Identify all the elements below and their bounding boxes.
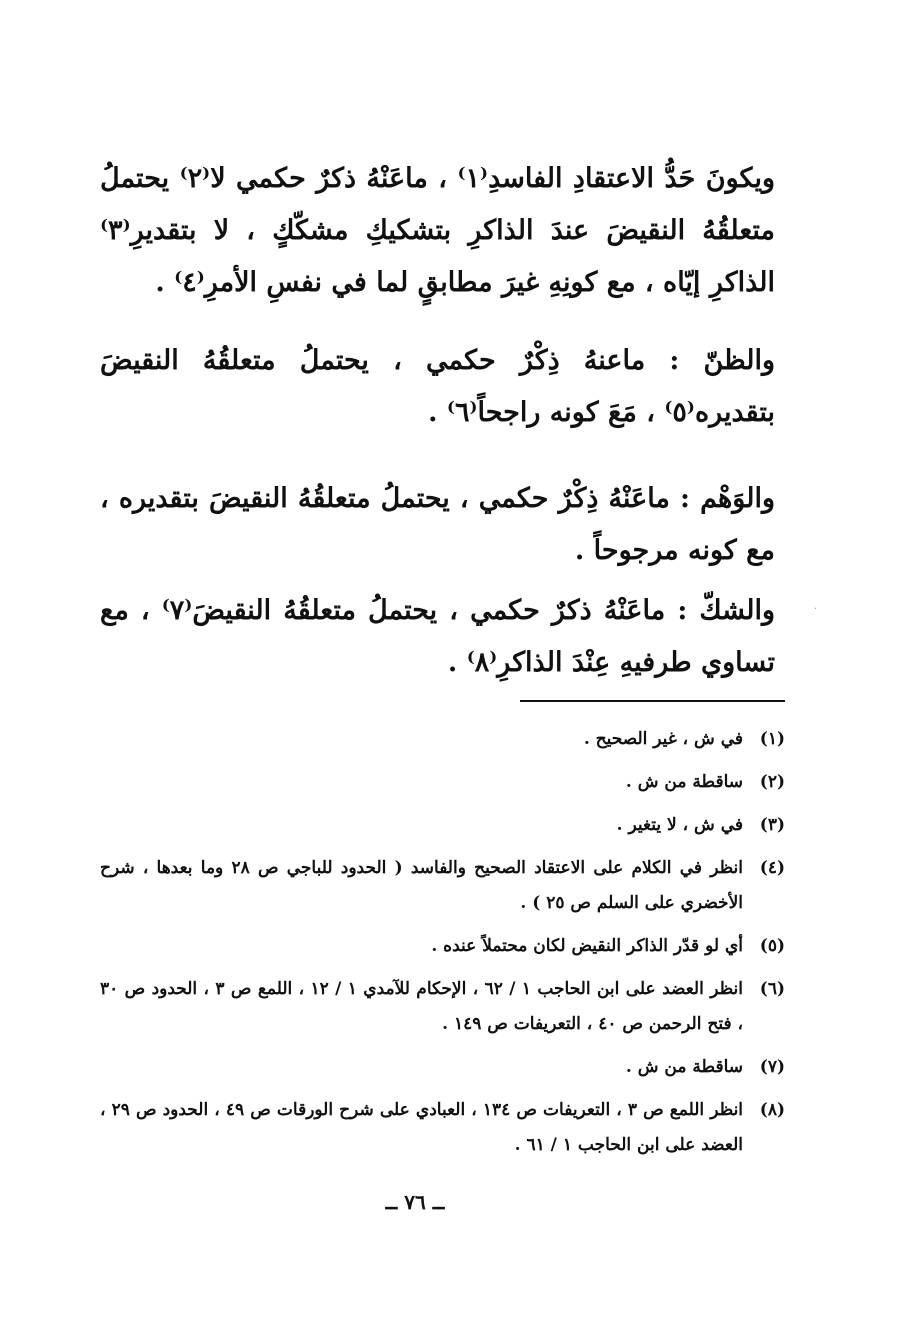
paragraph-false-belief: ويكونَ حَدُّ الاعتقادِ الفاسدِ⁽١⁾ ، ماعَنْهُ ذكرٌ حكمي لا⁽٢⁾ يحتملُ متعلقُهُ النقيضَ عندَ الذاكرِ بتشكيكِ مشكّكٍ ، لا بتقديرِ⁽٣⁾ الذاكرِ إيّاه ، مع كونِهِ غيرَ مطابقٍ لما في نفسِ الأمرِ⁽٤⁾ . — [100, 163, 775, 298]
footnote-text: أي لو قدّر الذاكر النقيض لكان محتملاً عنده . — [431, 936, 743, 956]
footnote-number: (٦) — [759, 979, 785, 999]
footnote-2 — [100, 765, 785, 800]
footnote-7 — [100, 1050, 785, 1085]
paragraph-conjecture: والظنّ : ماعنهُ ذِكْرٌ حكمي ، يحتملُ متعلقُهُ النقيضَ بتقديره⁽٥⁾ ، مَعَ كونه راجحاً⁽٦⁾ . — [100, 345, 775, 428]
footnote-number: (٥) — [759, 936, 785, 956]
footnote-text: في ش ، لا يتغير . — [616, 815, 743, 835]
footnote-number: (١) — [759, 729, 785, 749]
footnote-1 — [100, 722, 785, 757]
paragraph-doubt: والشكّ : ماعَنْهُ ذكرٌ حكمي ، يحتملُ متعلقُهُ النقيضَ⁽٧⁾ ، مع تساوي طرفيهِ عِنْدَ الذاكرِ⁽٨⁾ . — [100, 595, 775, 678]
footnote-number: (٨) — [759, 1100, 785, 1120]
footnote-text: انظر في الكلام على الاعتقاد الصحيح والفاسد ( الحدود للباجي ص ٢٨ وما بعدها ، شرح الأخضري على السلم ص ٢٥ ) . — [100, 858, 743, 913]
footnote-text: انظر اللمع ص ٣ ، التعريفات ص ١٣٤ ، العبادي على شرح الورقات ص ٤٩ ، الحدود ص ٢٩ ، العضد على ابن الحاجب ١ / ٦١ . — [100, 1100, 744, 1155]
footnote-text: ساقطة من ش . — [625, 772, 743, 792]
paragraph-illusion: والوَهْم : ماعَنْهُ ذِكْرٌ حكمي ، يحتملُ متعلقُهُ النقيضَ بتقديره ، مع كونه مرجوحاً . — [100, 483, 775, 566]
footnote-number: (٢) — [759, 772, 785, 792]
footnote-text: ساقطة من ش . — [625, 1057, 743, 1077]
footnote-number: (٤) — [759, 858, 785, 878]
footnote-8 — [100, 1093, 785, 1163]
footnote-5 — [100, 929, 785, 964]
footnote-4 — [100, 851, 785, 921]
page-number: ــ ٧٦ ــ — [385, 1190, 445, 1214]
footnote-separator — [520, 700, 785, 702]
scan-speck: · — [814, 604, 818, 615]
footnote-3 — [100, 808, 785, 843]
footnotes-list — [100, 722, 785, 1171]
footnote-text: في ش ، غير الصحيح . — [583, 729, 743, 749]
footnote-number: (٣) — [759, 815, 785, 835]
footnote-6 — [100, 972, 785, 1042]
footnote-text: انظر العضد على ابن الحاجب ١ / ٦٢ ، الإحكام للآمدي ١ / ١٢ ، اللمع ص ٣ ، الحدود ص ٣٠ ، فتح الرحمن ص ٤٠ ، التعريفات ص ١٤٩ . — [100, 979, 743, 1034]
footnote-number: (٧) — [759, 1057, 785, 1077]
